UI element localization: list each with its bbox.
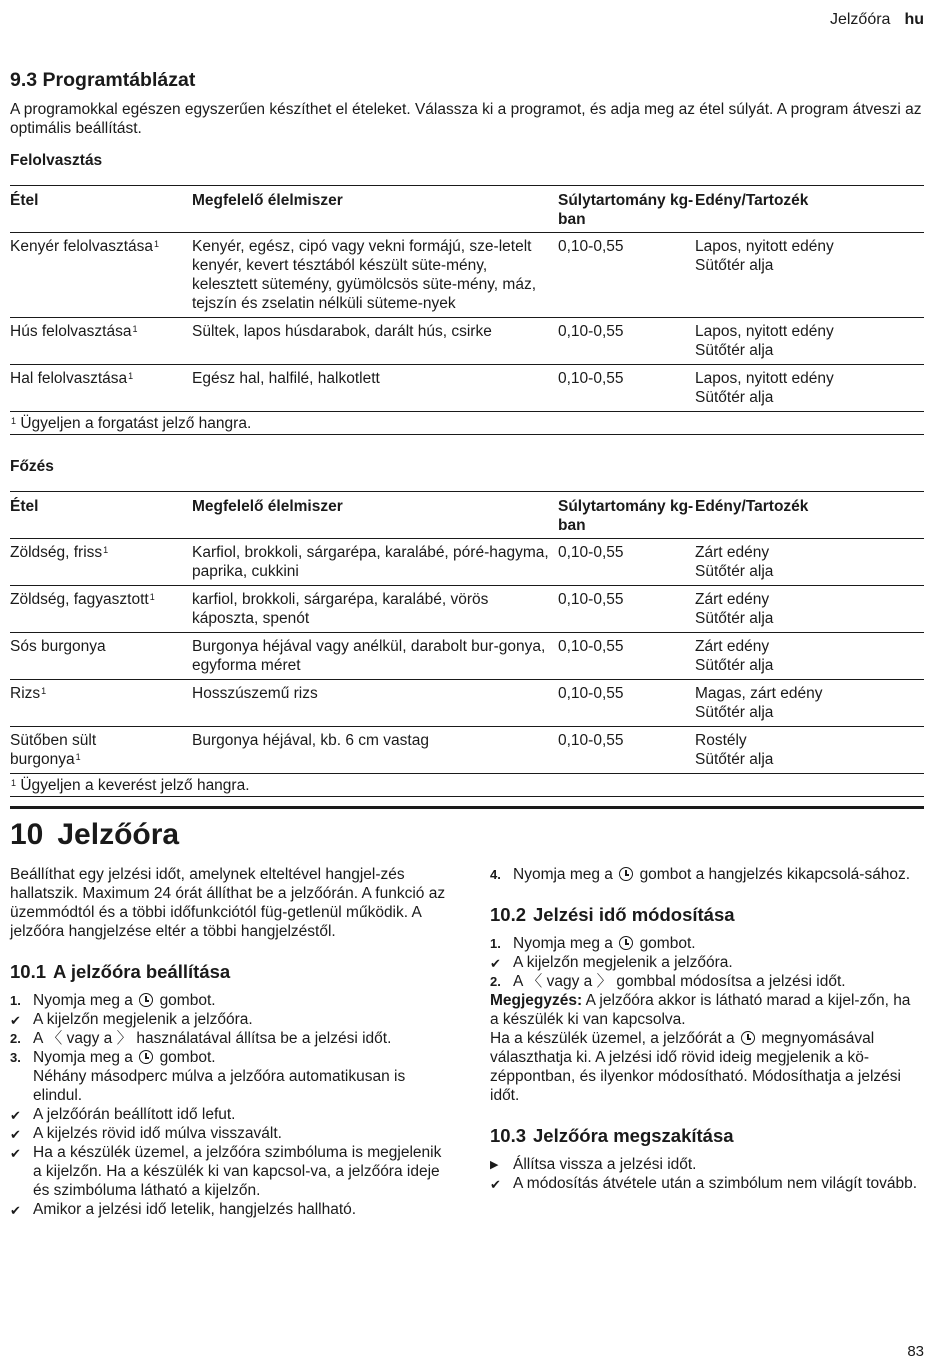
accessory: Sütőtér alja	[695, 704, 774, 721]
result-text: Amikor a jelzési idő letelik, hangjelzés hallható.	[33, 1201, 357, 1218]
result-text: Ha a készülék üzemel, a jelzőóra szimbóluma is megjelenik a kijelzőn. Ha a készülék ki van kapcsol-va, a jelzőóra ideje és szimbóluma látható a kijelzőn.	[33, 1144, 442, 1199]
result-text: A jelzőórán beállított idő lefut.	[33, 1106, 236, 1123]
vessel-cell	[695, 539, 924, 586]
chapter-intro: Beállíthat egy jelzési időt, amelynek elteltével hangjel-zés hallatszik. Maximum 24 órát állíthat be a jelzőórán. A funkció az üzemmódtól és a többi időfunkciótól füg-getlenül működik. A jelzőóra hangjelzése eltér a többi hangjelzéstől.	[10, 866, 446, 940]
table-row	[10, 586, 924, 633]
food-cell	[10, 365, 192, 412]
step-text: gombot.	[159, 1049, 216, 1066]
footnote-ref: 1	[149, 592, 155, 602]
subsection-title	[10, 961, 450, 983]
food-cell	[10, 318, 192, 365]
result-text: A kijelzőn megjelenik a jelzőóra.	[513, 954, 733, 971]
vessel-cell	[695, 318, 924, 365]
step-text: Nyomja meg a	[33, 1049, 133, 1066]
note-text: megnyomásával választhatja ki. A jelzési idő rövid ideig megjelenik a kö-zéppontban, és ilyenkor módosítható. Módosíthatja a jelzési időt.	[490, 1030, 901, 1104]
col-header: Edény/Tartozék	[695, 192, 809, 209]
table-footnote-row	[10, 412, 924, 435]
weight-cell: 0,10-0,55	[558, 238, 624, 255]
table-footnote-row	[10, 774, 924, 797]
result-item	[490, 1174, 922, 1193]
food-cell	[10, 586, 192, 633]
vessel: Magas, zárt edény	[695, 685, 823, 702]
step-number: 1.	[490, 936, 501, 951]
weight-cell: 0,10-0,55	[558, 544, 624, 561]
arrow-icon: ▶	[490, 1159, 499, 1171]
vessel: Lapos, nyitott edény	[695, 370, 834, 387]
footnote-mark: 1	[11, 778, 17, 788]
table-row	[10, 680, 924, 727]
table-footnote	[10, 412, 924, 435]
step-number: 2.	[10, 1031, 21, 1046]
vessel: Rostély	[695, 732, 747, 749]
items-cell: Kenyér, egész, cipó vagy vekni formájú, sze-letelt kenyér, kevert tésztából készült süte-mény, kelesztett sütemény, gyümölcsös süte-mény, máz, tejszín és zselatin nélküli süteme-nyek	[192, 238, 536, 312]
header-section: Jelzőóra	[829, 11, 891, 28]
vessel: Lapos, nyitott edény	[695, 323, 834, 340]
subsection-number: 10.1	[10, 961, 47, 982]
result-item	[10, 1143, 450, 1200]
section-intro: A programokkal egészen egyszerűen készíthet el ételeket. Válassza ki a programot, és adja meg az étel súlyát. A program átveszi az optimális beállítást.	[10, 101, 922, 137]
food-name: Hal felolvasztása	[10, 370, 128, 387]
step-number: 3.	[10, 1050, 21, 1065]
result-text: A módosítás átvétele után a szimbólum nem világít tovább.	[513, 1175, 918, 1192]
result-item	[10, 1105, 450, 1124]
step-item	[490, 865, 922, 884]
weight-cell: 0,10-0,55	[558, 685, 624, 702]
section-9-3	[10, 68, 924, 819]
accessory: Sütőtér alja	[695, 342, 774, 359]
section-title: 9.3 Programtáblázat	[10, 69, 196, 91]
subsection-name: Jelzőóra megszakítása	[533, 1125, 734, 1146]
cook-table	[10, 491, 924, 797]
check-icon: ✔	[490, 1177, 501, 1192]
col-header: Étel	[10, 498, 39, 515]
col-header: Étel	[10, 192, 39, 209]
items-cell: Egész hal, halfilé, halkotlett	[192, 370, 380, 387]
step-text: Nyomja meg a	[513, 866, 613, 883]
food-name: Kenyér felolvasztása	[10, 238, 154, 255]
check-icon: ✔	[10, 1013, 21, 1028]
items-cell: Hosszúszemű rizs	[192, 685, 318, 702]
check-icon: ✔	[10, 1146, 21, 1161]
footnote-ref: 1	[154, 239, 160, 249]
vessel-cell	[695, 365, 924, 412]
vessel: Zárt edény	[695, 544, 770, 561]
col-header: Edény/Tartozék	[695, 498, 809, 515]
check-icon: ✔	[490, 956, 501, 971]
accessory: Sütőtér alja	[695, 610, 774, 627]
step-item	[10, 991, 450, 1010]
food-name: Zöldség, friss	[10, 544, 103, 561]
items-cell: Karfiol, brokkoli, sárgarépa, karalábé, póré-hagyma, paprika, cukkini	[192, 544, 549, 580]
clock-icon	[139, 1050, 153, 1064]
steps-list	[490, 1155, 922, 1193]
accessory: Sütőtér alja	[695, 657, 774, 674]
note-paragraph-2	[490, 1029, 922, 1105]
food-cell	[10, 727, 192, 774]
footnote-text: Ügyeljen a forgatást jelző hangra.	[20, 415, 252, 432]
table-row	[10, 633, 924, 680]
step-text: gombot.	[159, 992, 216, 1009]
items-cell: karfiol, brokkoli, sárgarépa, karalábé, vörös káposzta, spenót	[192, 591, 489, 627]
food-cell	[10, 633, 192, 680]
food-name: Sós burgonya	[10, 638, 106, 655]
step-item	[490, 934, 922, 953]
check-icon: ✔	[10, 1127, 21, 1142]
step-number: 1.	[10, 993, 21, 1008]
clock-icon	[619, 936, 633, 950]
vessel: Lapos, nyitott edény	[695, 238, 834, 255]
note-text: Ha a készülék üzemel, a jelzőórát a	[490, 1030, 735, 1047]
food-name: Hús felolvasztása	[10, 323, 132, 340]
note-paragraph	[490, 991, 922, 1029]
step-text: A 〈 vagy a 〉 használatával állítsa be a jelzési időt.	[33, 1030, 392, 1047]
page-number: 83	[907, 1343, 924, 1360]
food-name: Zöldség, fagyasztott	[10, 591, 149, 608]
steps-list	[490, 934, 922, 991]
vessel: Zárt edény	[695, 591, 770, 608]
step-text: Állítsa vissza a jelzési időt.	[513, 1156, 697, 1173]
left-column	[10, 865, 450, 1219]
table-footnote	[10, 774, 924, 797]
vessel-cell	[695, 633, 924, 680]
step-text: Nyomja meg a	[513, 935, 613, 952]
note-text: A jelzőóra akkor is látható marad a kijel-zőn, ha a készülék ki van kapcsolva.	[490, 992, 911, 1028]
footnote-mark: 1	[11, 416, 17, 426]
step-item	[10, 1048, 450, 1105]
note-label: Megjegyzés:	[490, 992, 583, 1009]
weight-cell: 0,10-0,55	[558, 591, 624, 608]
step-number: 4.	[490, 867, 501, 882]
weight-cell: 0,10-0,55	[558, 370, 624, 387]
food-cell	[10, 539, 192, 586]
col-header: Súlytartomány kg-ban	[558, 498, 694, 534]
step-text: gombot.	[639, 935, 696, 952]
result-text: A kijelzés rövid idő múlva visszavált.	[33, 1125, 282, 1142]
table-row	[10, 365, 924, 412]
accessory: Sütőtér alja	[695, 751, 774, 768]
thaw-table-title: Felolvasztás	[10, 152, 103, 169]
footnote-text: Ügyeljen a keverést jelző hangra.	[20, 777, 250, 794]
accessory: Sütőtér alja	[695, 389, 774, 406]
step-number: 2.	[490, 974, 501, 989]
chapter-title	[10, 817, 924, 853]
weight-cell: 0,10-0,55	[558, 732, 624, 749]
accessory: Sütőtér alja	[695, 257, 774, 274]
subsection-name: A jelzőóra beállítása	[53, 961, 231, 982]
check-icon: ✔	[10, 1108, 21, 1123]
subsection-name: Jelzési idő módosítása	[533, 904, 735, 925]
items-cell: Burgonya héjával, kb. 6 cm vastag	[192, 732, 429, 749]
cook-table-title: Főzés	[10, 458, 54, 475]
result-item	[490, 953, 922, 972]
step-text: Néhány másodperc múlva a jelzőóra automatikusan is elindul.	[33, 1068, 406, 1104]
step-item	[490, 972, 922, 991]
subsection-title	[490, 904, 922, 926]
table-row	[10, 727, 924, 774]
footnote-ref: 1	[132, 324, 138, 334]
weight-cell: 0,10-0,55	[558, 638, 624, 655]
vessel-cell	[695, 233, 924, 318]
vessel-cell	[695, 680, 924, 727]
subsection-number: 10.2	[490, 904, 527, 925]
check-icon: ✔	[10, 1203, 21, 1218]
vessel: Zárt edény	[695, 638, 770, 655]
items-cell: Sültek, lapos húsdarabok, darált hús, csirke	[192, 323, 492, 340]
footnote-ref: 1	[128, 371, 134, 381]
subsection-title	[490, 1125, 922, 1147]
food-name: Rizs	[10, 685, 41, 702]
step-text: Nyomja meg a	[33, 992, 133, 1009]
vessel-cell	[695, 727, 924, 774]
step-item	[10, 1029, 450, 1048]
action-item	[490, 1155, 922, 1174]
result-item	[10, 1010, 450, 1029]
table-header-row	[10, 492, 924, 539]
vessel-cell	[695, 586, 924, 633]
page-header	[830, 10, 924, 29]
items-cell: Burgonya héjával vagy anélkül, darabolt bur-gonya, egyforma méret	[192, 638, 546, 674]
food-cell	[10, 680, 192, 727]
accessory: Sütőtér alja	[695, 563, 774, 580]
steps-list	[10, 991, 450, 1219]
clock-icon	[619, 867, 633, 881]
thaw-table	[10, 185, 924, 435]
header-lang: hu	[904, 11, 924, 28]
footnote-ref: 1	[103, 545, 109, 555]
right-column	[490, 865, 922, 1193]
col-header: Súlytartomány kg-ban	[558, 192, 694, 228]
col-header: Megfelelő élelmiszer	[192, 192, 343, 209]
result-item	[10, 1124, 450, 1143]
table-row	[10, 539, 924, 586]
clock-icon	[741, 1031, 755, 1045]
subsection-number: 10.3	[490, 1125, 527, 1146]
clock-icon	[139, 993, 153, 1007]
footnote-ref: 1	[75, 752, 81, 762]
table-row	[10, 318, 924, 365]
chapter-name: Jelzőóra	[57, 818, 180, 851]
table-header-row	[10, 186, 924, 233]
chapter-10	[10, 806, 924, 1218]
footnote-ref: 1	[41, 686, 47, 696]
col-header: Megfelelő élelmiszer	[192, 498, 343, 515]
result-text: A kijelzőn megjelenik a jelzőóra.	[33, 1011, 253, 1028]
table-row	[10, 233, 924, 318]
step-text: A 〈 vagy a 〉 gombbal módosítsa a jelzési időt.	[513, 973, 846, 990]
chapter-number: 10	[10, 818, 44, 851]
result-item	[10, 1200, 450, 1219]
weight-cell: 0,10-0,55	[558, 323, 624, 340]
steps-list	[490, 865, 922, 884]
food-cell	[10, 233, 192, 318]
step-text: gombot a hangjelzés kikapcsolá-sához.	[639, 866, 911, 883]
food-name: Sütőben sült burgonya	[10, 732, 97, 768]
